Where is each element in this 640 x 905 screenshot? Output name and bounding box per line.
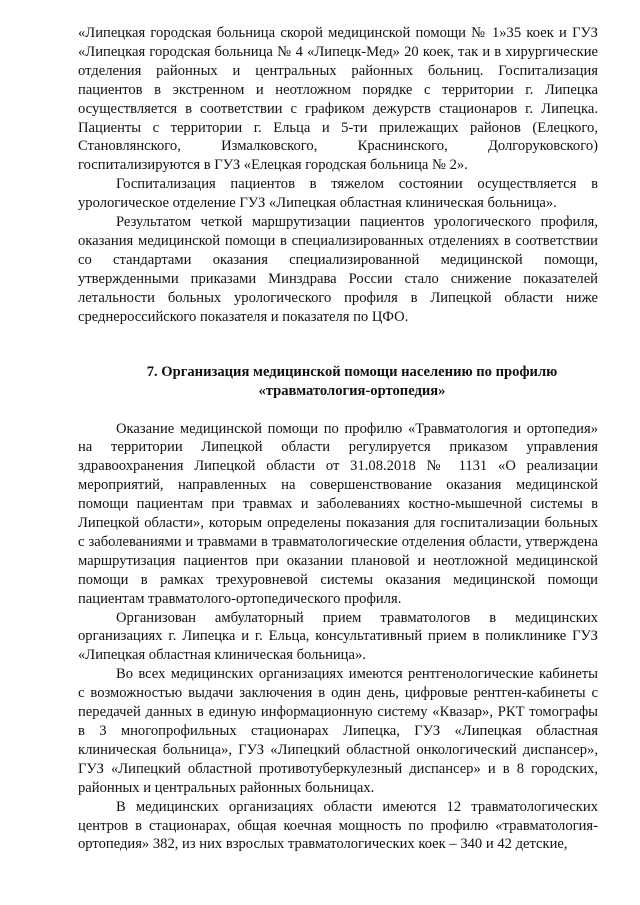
spacer — [78, 401, 598, 420]
paragraph: Результатом четкой маршрутизации пациентов урологического профиля, оказания медицинской помощи в специализированных отделениях в соответствии со стандартами оказания специализированной медицинской помощи, утвержденными приказами Минздрава России стало снижение показателей летальности больных урологического профиля в Липецкой области ниже среднероссийского показателя и показателя по ЦФО. — [78, 214, 598, 325]
paragraph: Госпитализация пациентов в тяжелом состоянии осуществляется в урологическое отделение ГУЗ «Липецкая областная клиническая больница». — [78, 176, 598, 212]
paragraph: «Липецкая городская больница скорой медицинской помощи № 1»35 коек и ГУЗ «Липецкая городская больница № 4 «Липецк-Мед» 20 коек, так и в хирургические отделения районных и центральных районных больниц. Госпитализация пациентов в экстренном и неотложном порядке с территории г. Липецка осуществляется в соответствии с графиком дежурств стационаров г. Липецка. Пациенты с территории г. Ельца и 5-ти прилежащих районов (Елецкого, Становлянского, Измалковского, Краснинского, Долгоруковского) госпитализируются в ГУЗ «Елецкая городская больница № 2». — [78, 25, 598, 174]
paragraph: Организован амбулаторный прием травматологов в медицинских организациях г. Липецка и г. Ельца, консультативный прием в поликлинике ГУЗ «Липецкая областная клиническая больница». — [78, 609, 598, 664]
paragraph: Во всех медицинских организациях имеются рентгенологические кабинеты с возможностью выдачи заключения в один день, цифровые рентген-кабинеты с передачей данных в единую информационную систему «Квазар», РКТ томографы в 3 многопрофильных стационарах Липецка, ГУЗ «Липецкая областная клиническая больница», ГУЗ «Липецкий областной онкологический диспансер», ГУЗ «Липецкий областной противотуберкулезный диспансер» и в 8 городских, районных и центральных районных больницах. — [78, 666, 598, 796]
document-page — [78, 24, 598, 854]
section-heading: 7. Организация медицинской помощи населению по профилю «травматология-ортопедия» — [146, 363, 558, 399]
paragraph: В медицинских организациях области имеются 12 травматологических центров в стационарах, общая коечная мощность по профилю «травматология-ортопедия» 382, из них взрослых травматологических коек – 340 и 42 детские, — [78, 798, 598, 853]
paragraph: Оказание медицинской помощи по профилю «Травматология и ортопедия» на территории Липецкой области регулируется приказом управления здравоохранения Липецкой области от 31.08.2018 № 1131 «О реализации мероприятий, направленных на совершенствование оказания медицинской помощи пациентам при травмах и заболеваниях костно-мышечной системы в Липецкой области», которым определены показания для госпитализации больных с заболеваниями и травмами в травматологические отделения области, утверждена маршрутизация пациентов при оказании плановой и неотложной медицинской помощи в рамках трехуровневой системы оказания медицинской помощи пациентам травматолого-ортопедического профиля. — [78, 420, 598, 607]
